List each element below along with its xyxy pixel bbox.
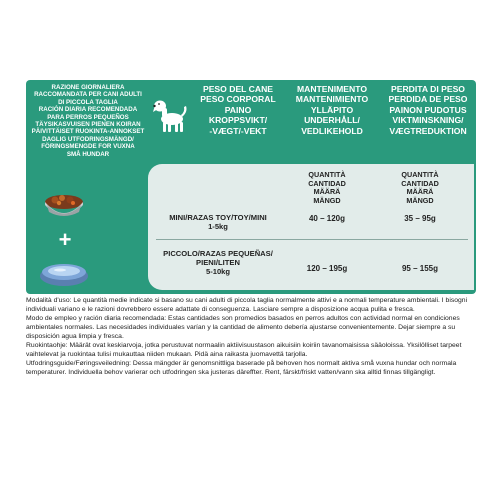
subheader-line: MÄÄRÄ (406, 187, 434, 197)
subheader-line: QUANTITÀ (401, 170, 439, 179)
weight-column-header (186, 84, 290, 136)
row-label-line: PICCOLO/RAZAS PEQUEÑAS/ (163, 249, 273, 258)
row-label-line: 5-10kg (205, 267, 231, 277)
header-line: PERDIDA DE PESO (388, 94, 468, 105)
header-line: KROPPSVIKT/ (208, 115, 268, 126)
header-line: PESO DEL CANE (202, 84, 274, 94)
header-line: VÆGTREDUKTION (389, 125, 467, 136)
weight-loss-column-header (378, 84, 478, 136)
subheader-line: MÄNGD (406, 195, 434, 205)
usage-note-finnish: Ruokintaohje: Määrät ovat keskiarvoja, jotka perustuvat normaalin aktiivisuustason aikuisiin koiriin tavanomaisissa sääoloissa. Yksilölliset tarpeet vaihtelevat ja ruokintaa tulisi mukauttaa niiden mukaan. Pidä aina raikasta juomavettä tarjolla. (26, 342, 462, 358)
subheader-line: CANTIDAD (308, 178, 346, 188)
small-weight-loss-value: 95 – 155g (401, 264, 439, 273)
header-line: PAINO (224, 104, 252, 115)
usage-note-italian: Modalità d'uso: Le quantità medie indicate si basano su cani adulti di piccola taglia normalmente attivi e a normali temperature ambientali. I bisogni individuali variano e le razioni dovrebbero essere adattate di conseguenza. Lasciare sempre a disposizione acqua pulita e fresca. (26, 297, 468, 313)
subheader-line: QUANTITÀ (308, 170, 346, 179)
food-bowl-icon (43, 190, 85, 220)
title-line: RAZIONE GIORNALIERA (51, 84, 125, 91)
header-line: MANTENIMENTO (296, 84, 368, 94)
title-line: PARA PERROS PEQUEÑOS (47, 113, 129, 121)
small-maintenance-value: 120 – 195g (306, 264, 348, 273)
subheader-line: MÄNGD (313, 195, 341, 205)
mini-maintenance-value: 40 – 120g (308, 214, 346, 223)
row-label-line: MINI/RAZAS TOY/TOY/MINI (169, 213, 267, 222)
title-line: TÄYSIKASVUISEN PIENEN KOIRAN (35, 121, 141, 129)
header-line: UNDERHÅLL/ (304, 115, 360, 126)
header-line: PAINON PUDOTUS (389, 104, 467, 115)
subheader-line: MÄÄRÄ (313, 187, 341, 197)
small-size-label (152, 249, 284, 277)
header-line: MANTENIMIENTO (295, 94, 369, 105)
dog-icon (150, 92, 190, 136)
maintenance-column-header (282, 84, 382, 136)
row-label-line: 1-5kg (208, 222, 228, 232)
header-line: YLLÄPITO (310, 104, 354, 115)
subheader-line: CANTIDAD (401, 178, 439, 188)
usage-notes (26, 296, 476, 377)
title-line: RACIÓN DIARIA RECOMENDADA (38, 106, 138, 114)
title-line: PÄIVITTÄISET RUOKINTA-ANNOKSET (31, 128, 145, 136)
title-line: SMÅ HUNDAR (66, 150, 110, 158)
title-line: FÖRINGSMENGDE FOR VUXNA (41, 143, 135, 151)
header-line: PESO CORPORAL (200, 94, 276, 105)
title-line: DAGLIG UTFODRINGSMÄNGD/ (42, 135, 134, 143)
header-line: -VÆGT/-VEKT (209, 125, 267, 136)
plus-icon: + (58, 227, 72, 252)
row-divider (156, 239, 468, 240)
mini-size-label (152, 213, 284, 231)
maintenance-quantity-header (279, 171, 375, 205)
weight-loss-quantity-header (372, 171, 468, 205)
row-label-line: PIENI/LITEN (196, 258, 240, 268)
usage-note-spanish: Modo de empleo y ración diaria recomendada: Estas cantidades son promedios basados en perros adultos con actividad normal en condiciones ambientales normales. Las necesidades individuales varían y la cantidad de alimento debería ajustarse convenientemente. Dejar siempre a su disposición agua limpia y fresca. (26, 315, 460, 340)
header-line: PERDITA DI PESO (390, 84, 465, 94)
title-line: DI PICCOLA TAGLIA (58, 98, 118, 106)
water-bowl-icon (38, 258, 90, 288)
daily-ration-title (26, 84, 150, 158)
header-line: VIKTMINSKNING/ (392, 115, 464, 126)
header-line: VEDLIKEHOLD (301, 125, 363, 136)
title-line: RACCOMANDATA PER CANI ADULTI (34, 91, 142, 99)
usage-note-swedish-norwegian: Utfodringsguide/Føringsveiledning: Dessa mängder är genomsnittliga baserade på behoven hos normalt aktiva små vuxna hundar och normala temperaturer. Individuella behov varierar och utfodringen ska justeras däreffter. Rent, färskt/friskt vatten/vann ska alltid finnas tillgängligt. (26, 360, 457, 376)
mini-weight-loss-value: 35 – 95g (404, 214, 436, 223)
